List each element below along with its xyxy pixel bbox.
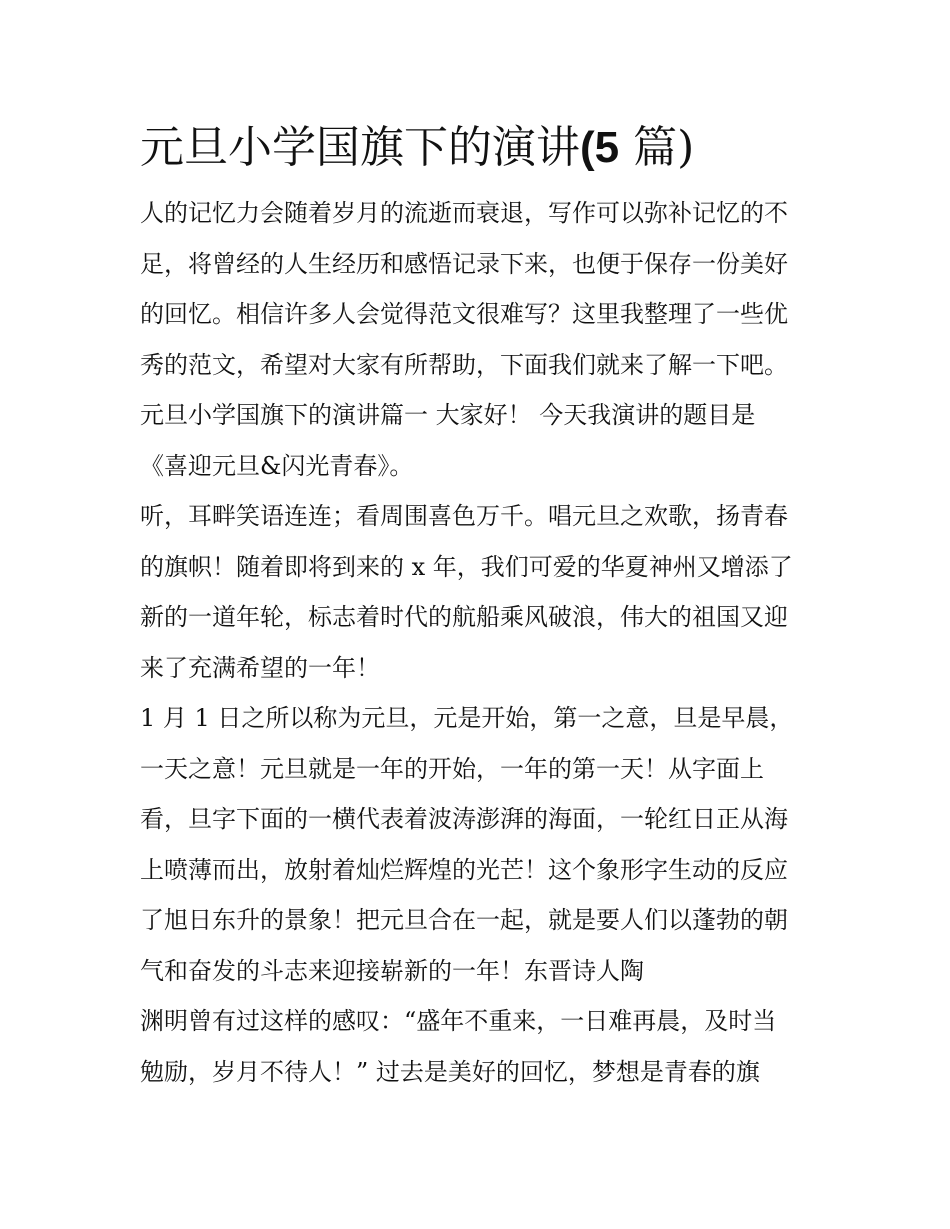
body-line: 勉励，岁月不待人！” 过去是美好的回忆，梦想是青春的旗 bbox=[140, 1057, 760, 1086]
body-line: 足，将曾经的人生经历和感悟记录下来，也便于保存一份美好 bbox=[140, 249, 788, 278]
body-line: 秀的范文，希望对大家有所帮助，下面我们就来了解一下吧。 bbox=[140, 350, 788, 379]
body-line: 上喷薄而出，放射着灿烂辉煌的光芒！这个象形字生动的反应 bbox=[140, 855, 788, 884]
title-count: (5 bbox=[580, 123, 620, 172]
document-title bbox=[140, 112, 820, 184]
document-page bbox=[140, 112, 820, 1097]
body-line: 来了充满希望的一年！ bbox=[140, 653, 380, 682]
document-body bbox=[140, 188, 820, 1097]
body-line: 的回忆。相信许多人会觉得范文很难写？这里我整理了一些优 bbox=[140, 300, 788, 328]
body-line: 气和奋发的斗志来迎接崭新的一年！东晋诗人陶 bbox=[140, 956, 644, 985]
body-line: 一天之意！元旦就是一年的开始，一年的第一天！从字面上 bbox=[140, 754, 764, 783]
title-unit: 篇) bbox=[619, 122, 695, 173]
body-line: 的旗帜！随着即将到来的 x 年，我们可爱的华夏神州又增添了 bbox=[140, 552, 793, 581]
body-line: 新的一道年轮，标志着时代的航船乘风破浪，伟大的祖国又迎 bbox=[140, 603, 788, 631]
body-line: 了旭日东升的景象！把元旦合在一起，就是要人们以蓬勃的朝 bbox=[140, 906, 788, 934]
body-line: 渊明曾有过这样的感叹：“盛年不重来，一日难再晨，及时当 bbox=[140, 1007, 777, 1035]
body-line: 1 月 1 日之所以称为元旦，元是开始，第一之意，旦是早晨， bbox=[140, 704, 794, 732]
body-line: 元旦小学国旗下的演讲篇一 大家好！ 今天我演讲的题目是 bbox=[140, 401, 756, 429]
body-line: 人的记忆力会随着岁月的流逝而衰退，写作可以弥补记忆的不 bbox=[140, 199, 788, 227]
title-text: 元旦小学国旗下的演讲 bbox=[140, 122, 580, 173]
body-line: 看，旦字下面的一横代表着波涛澎湃的海面，一轮红日正从海 bbox=[140, 805, 788, 833]
body-line: 《喜迎元旦&闪光青春》。 bbox=[140, 451, 414, 480]
body-line: 听，耳畔笑语连连；看周围喜色万千。唱元旦之欢歌，扬青春 bbox=[140, 502, 788, 530]
